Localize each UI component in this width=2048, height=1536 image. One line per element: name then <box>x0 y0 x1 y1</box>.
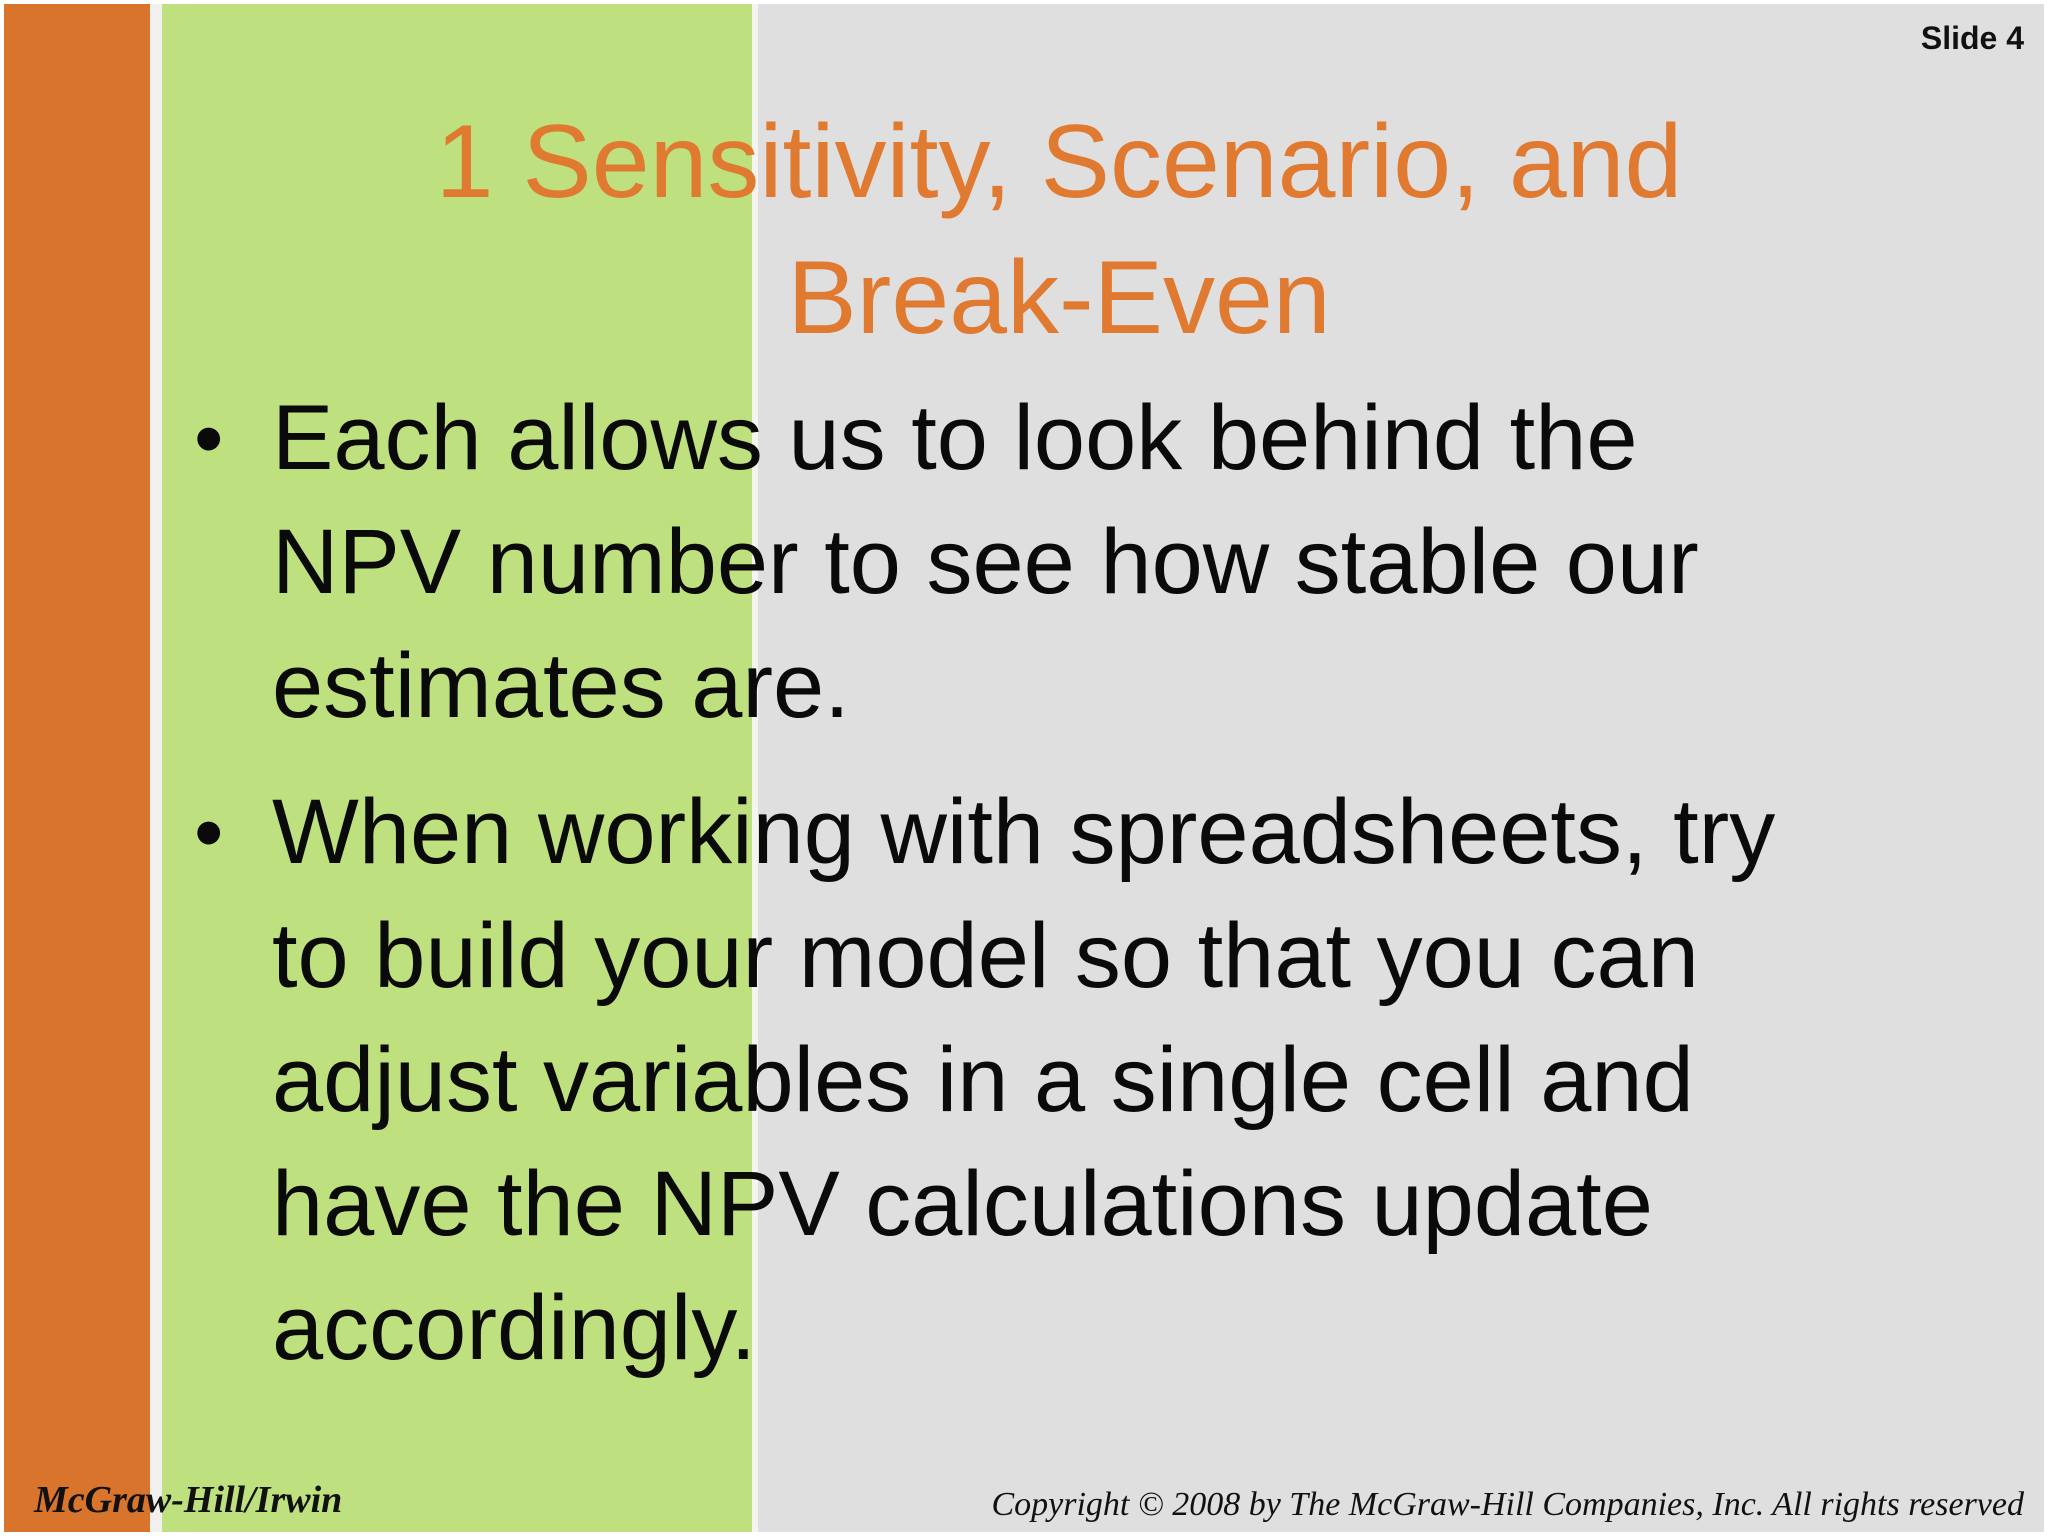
bullet-line: NPV number to see how stable our <box>272 511 1699 613</box>
bullet-marker: • <box>194 391 224 485</box>
bullet-item <box>194 376 1994 748</box>
stripe-divider <box>150 4 162 1532</box>
orange-side-stripe <box>4 4 150 1532</box>
slide-title-line-2: Break-Even <box>787 240 1331 356</box>
slide-title-line-1: 1 Sensitivity, Scenario, and <box>435 104 1683 220</box>
bullet-line: to build your model so that you can <box>272 905 1699 1007</box>
bullet-line: Each allows us to look behind the <box>272 387 1638 489</box>
bullet-line: adjust variables in a single cell and <box>272 1029 1694 1131</box>
copyright-footer: Copyright © 2008 by The McGraw-Hill Companies, Inc. All rights reserved <box>991 1486 2024 1523</box>
slide <box>4 4 2044 1532</box>
slide-title <box>334 94 1784 366</box>
bullet-list <box>194 376 1994 1412</box>
bullet-marker: • <box>194 785 224 879</box>
bullet-line: accordingly. <box>272 1277 757 1379</box>
slide-number: Slide 4 <box>1920 20 2024 56</box>
bullet-line: When working with spreadsheets, try <box>272 781 1776 883</box>
bullet-line: have the NPV calculations update <box>272 1153 1653 1255</box>
bullet-line: estimates are. <box>272 635 850 737</box>
publisher-footer: McGraw-Hill/Irwin <box>34 1479 343 1521</box>
bullet-item <box>194 770 1994 1390</box>
